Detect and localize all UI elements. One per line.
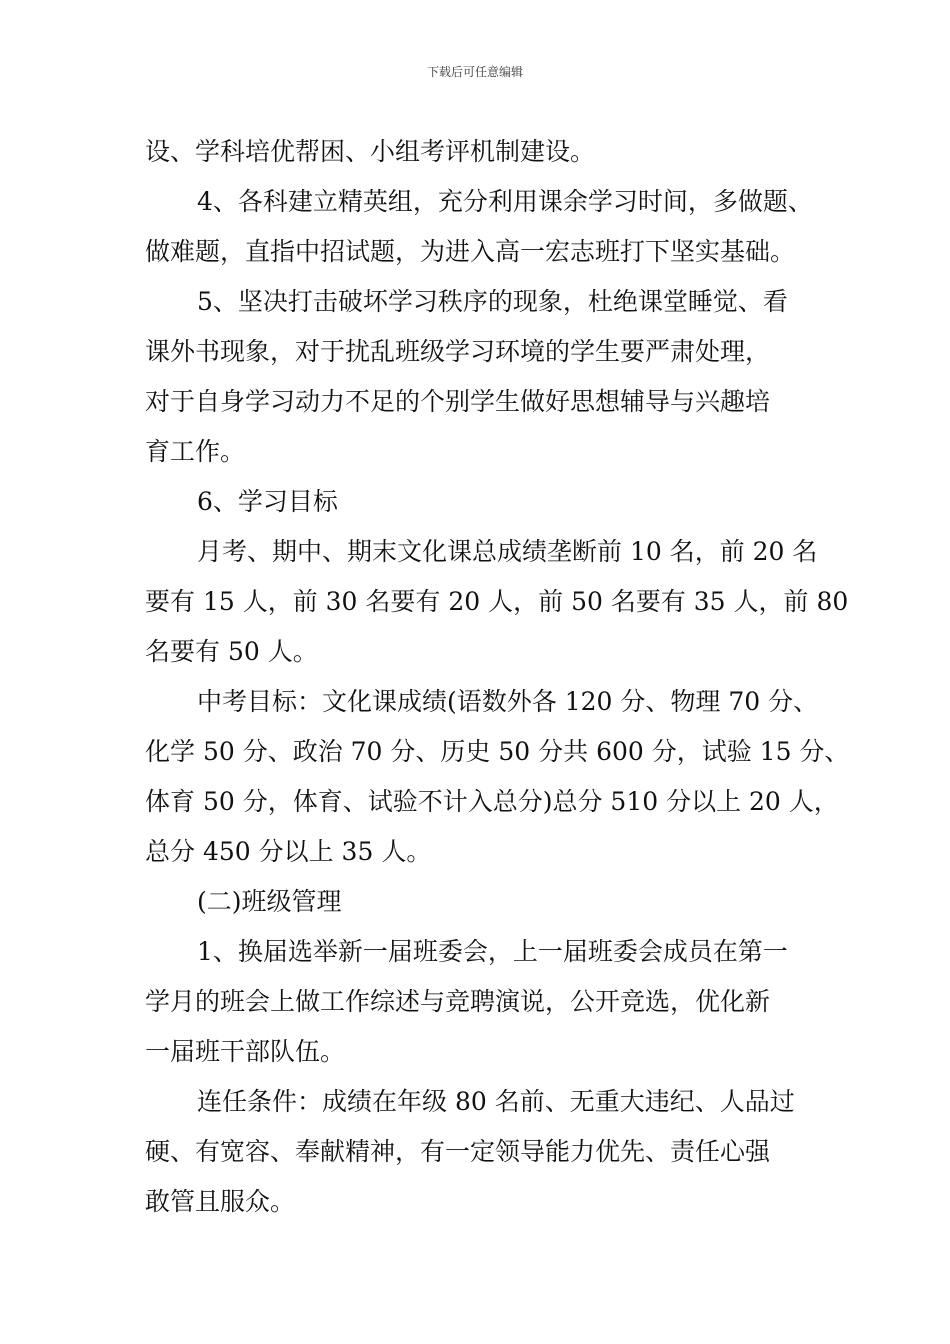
text-line: 6、学习目标 xyxy=(197,487,338,516)
text-line: 学月的班会上做工作综述与竞聘演说，公开竞选，优化新 xyxy=(145,987,771,1016)
text-line: 4、各科建立精英组，充分利用课余学习时间，多做题、 xyxy=(197,187,813,216)
text-line: 中考目标：文化课成绩(语数外各 120 分、物理 70 分、 xyxy=(197,687,819,716)
text-line: 总分 450 分以上 35 人。 xyxy=(145,837,432,866)
text-line: 要有 15 人，前 30 名要有 20 人，前 50 名要有 35 人，前 80 xyxy=(145,587,849,616)
text-line: 敢管且服众。 xyxy=(145,1187,296,1216)
text-line: 一届班干部队伍。 xyxy=(145,1037,346,1066)
text-line: 连任条件：成绩在年级 80 名前、无重大违纪、人品过 xyxy=(197,1087,795,1116)
document-body xyxy=(145,127,850,1227)
text-line: 名要有 50 人。 xyxy=(145,637,318,666)
text-line: 月考、期中、期末文化课总成绩垄断前 10 名，前 20 名 xyxy=(197,537,818,566)
text-line: 做难题，直指中招试题，为进入高一宏志班打下坚实基础。 xyxy=(145,237,796,266)
text-line: 体育 50 分，体育、试验不计入总分)总分 510 分以上 20 人， xyxy=(145,787,839,816)
text-line: 育工作。 xyxy=(145,437,246,466)
text-line: 硬、有宽容、奉献精神，有一定领导能力优先、责任心强 xyxy=(145,1137,771,1166)
text-line: 5、坚决打击破坏学习秩序的现象，杜绝课堂睡觉、看 xyxy=(197,287,788,316)
text-line: 设、学科培优帮困、小组考评机制建设。 xyxy=(145,137,596,166)
page-header: 下载后可任意编辑 xyxy=(426,65,523,79)
section-heading: (二)班级管理 xyxy=(197,887,342,916)
text-line: 1、换届选举新一届班委会，上一届班委会成员在第一 xyxy=(197,937,788,966)
text-line: 对于自身学习动力不足的个别学生做好思想辅导与兴趣培 xyxy=(145,387,771,416)
text-line: 化学 50 分、政治 70 分、历史 50 分共 600 分，试验 15 分、 xyxy=(145,737,850,766)
text-line: 课外书现象，对于扰乱班级学习环境的学生要严肃处理， xyxy=(145,337,771,366)
